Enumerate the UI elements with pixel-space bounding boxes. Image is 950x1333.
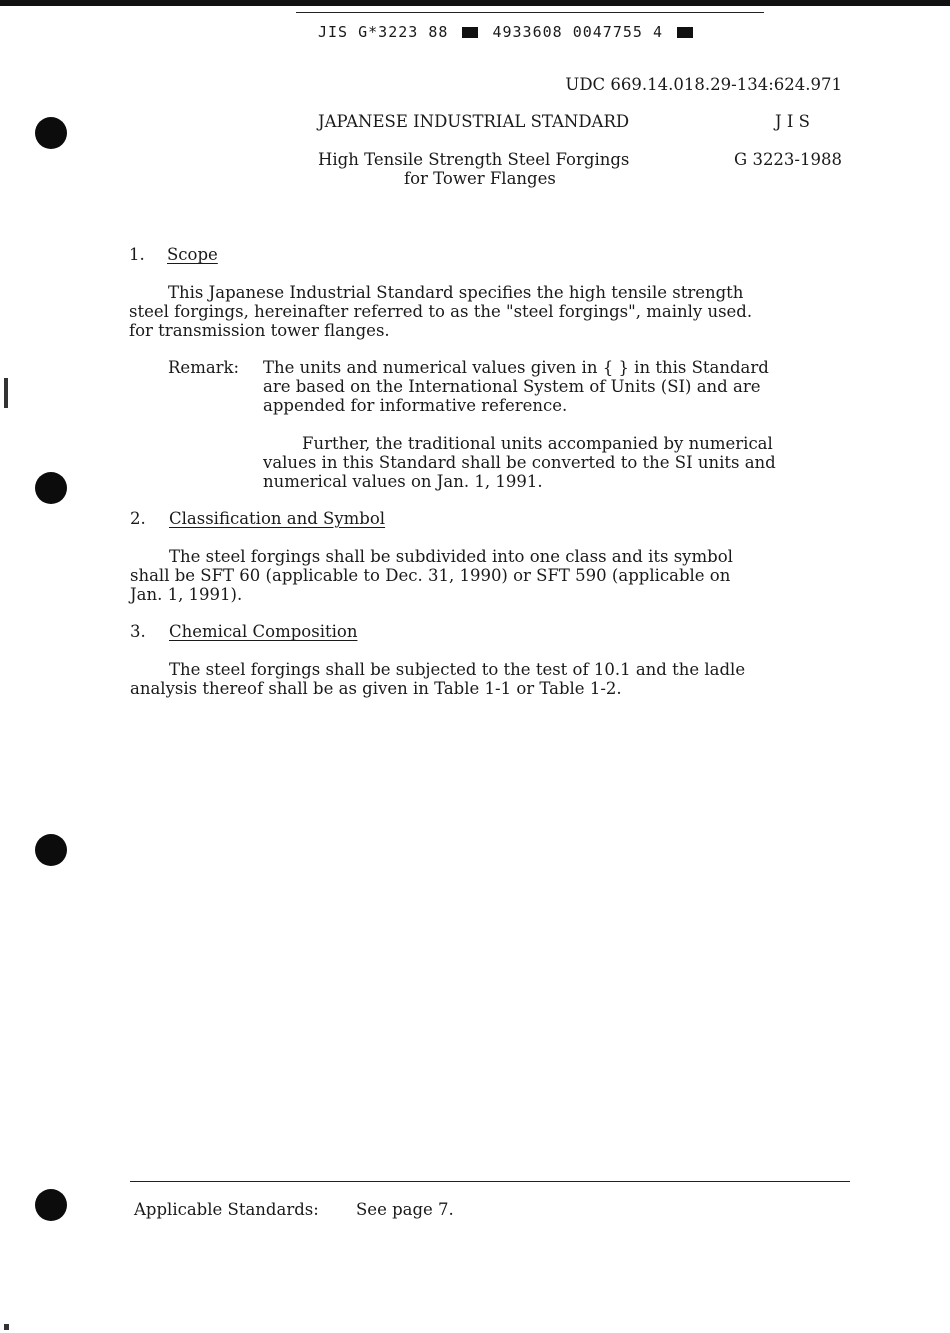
scan-mark: [4, 1324, 9, 1330]
applicable-standards-value: See page 7.: [356, 1200, 454, 1219]
section-3-number: 3.: [130, 622, 146, 641]
scan-mark: [4, 378, 8, 408]
text-line: numerical values on Jan. 1, 1991.: [263, 472, 543, 491]
scan-top-border: [0, 0, 950, 6]
document-title-line2: for Tower Flanges: [404, 169, 556, 188]
applicable-standards-label: Applicable Standards:: [134, 1200, 319, 1219]
jis-mark: J I S: [775, 112, 810, 131]
section-1-heading: Scope: [167, 245, 218, 264]
udc-number: UDC 669.14.018.29-134:624.971: [565, 75, 842, 94]
remark-paragraph-1: [263, 358, 769, 415]
section-3-body: [130, 660, 745, 698]
text-line: Further, the traditional units accompanied by numerical: [302, 434, 773, 453]
text-line: for transmission tower flanges.: [129, 321, 390, 340]
text-line: values in this Standard shall be converted to the SI units and: [263, 453, 776, 472]
text-line: The steel forgings shall be subdivided into one class and its symbol: [169, 547, 733, 566]
text-line: appended for informative reference.: [263, 396, 568, 415]
document-code-numbers: 4933608 0047755 4: [492, 23, 663, 41]
text-line: The steel forgings shall be subjected to the test of 10.1 and the ladle: [169, 660, 746, 679]
text-line: This Japanese Industrial Standard specifies the high tensile strength: [168, 283, 744, 302]
section-2-body: [130, 547, 733, 604]
section-1-body: [129, 283, 752, 340]
remark-paragraph-2: [263, 434, 776, 491]
document-title-line1: High Tensile Strength Steel Forgings: [318, 150, 630, 169]
footnote-rule: [130, 1181, 850, 1182]
text-line: The units and numerical values given in { } in this Standard: [263, 358, 769, 377]
punch-hole: [35, 1189, 67, 1221]
punch-hole: [35, 472, 67, 504]
remark-label: Remark:: [168, 358, 240, 377]
section-2-number: 2.: [130, 509, 146, 528]
text-line: are based on the International System of Units (SI) and are: [263, 377, 761, 396]
punch-hole: [35, 834, 67, 866]
text-line: shall be SFT 60 (applicable to Dec. 31, 1990) or SFT 590 (applicable on: [130, 566, 731, 585]
document-designation: G 3223-1988: [734, 150, 842, 169]
document-code-prefix: JIS G*3223 88: [318, 23, 449, 41]
standard-name: JAPANESE INDUSTRIAL STANDARD: [318, 112, 630, 131]
document-code: [318, 23, 697, 41]
section-3-heading: Chemical Composition: [169, 622, 358, 641]
text-line: steel forgings, hereinafter referred to as the "steel forgings", mainly used.: [129, 302, 753, 321]
text-line: Jan. 1, 1991).: [130, 585, 243, 604]
section-2-heading: Classification and Symbol: [169, 509, 386, 528]
section-1-number: 1.: [129, 245, 145, 264]
punch-hole: [35, 117, 67, 149]
text-line: analysis thereof shall be as given in Table 1-1 or Table 1-2.: [130, 679, 622, 698]
redaction-block-icon: [677, 27, 693, 38]
redaction-block-icon: [462, 27, 478, 38]
header-rule: [296, 12, 764, 13]
